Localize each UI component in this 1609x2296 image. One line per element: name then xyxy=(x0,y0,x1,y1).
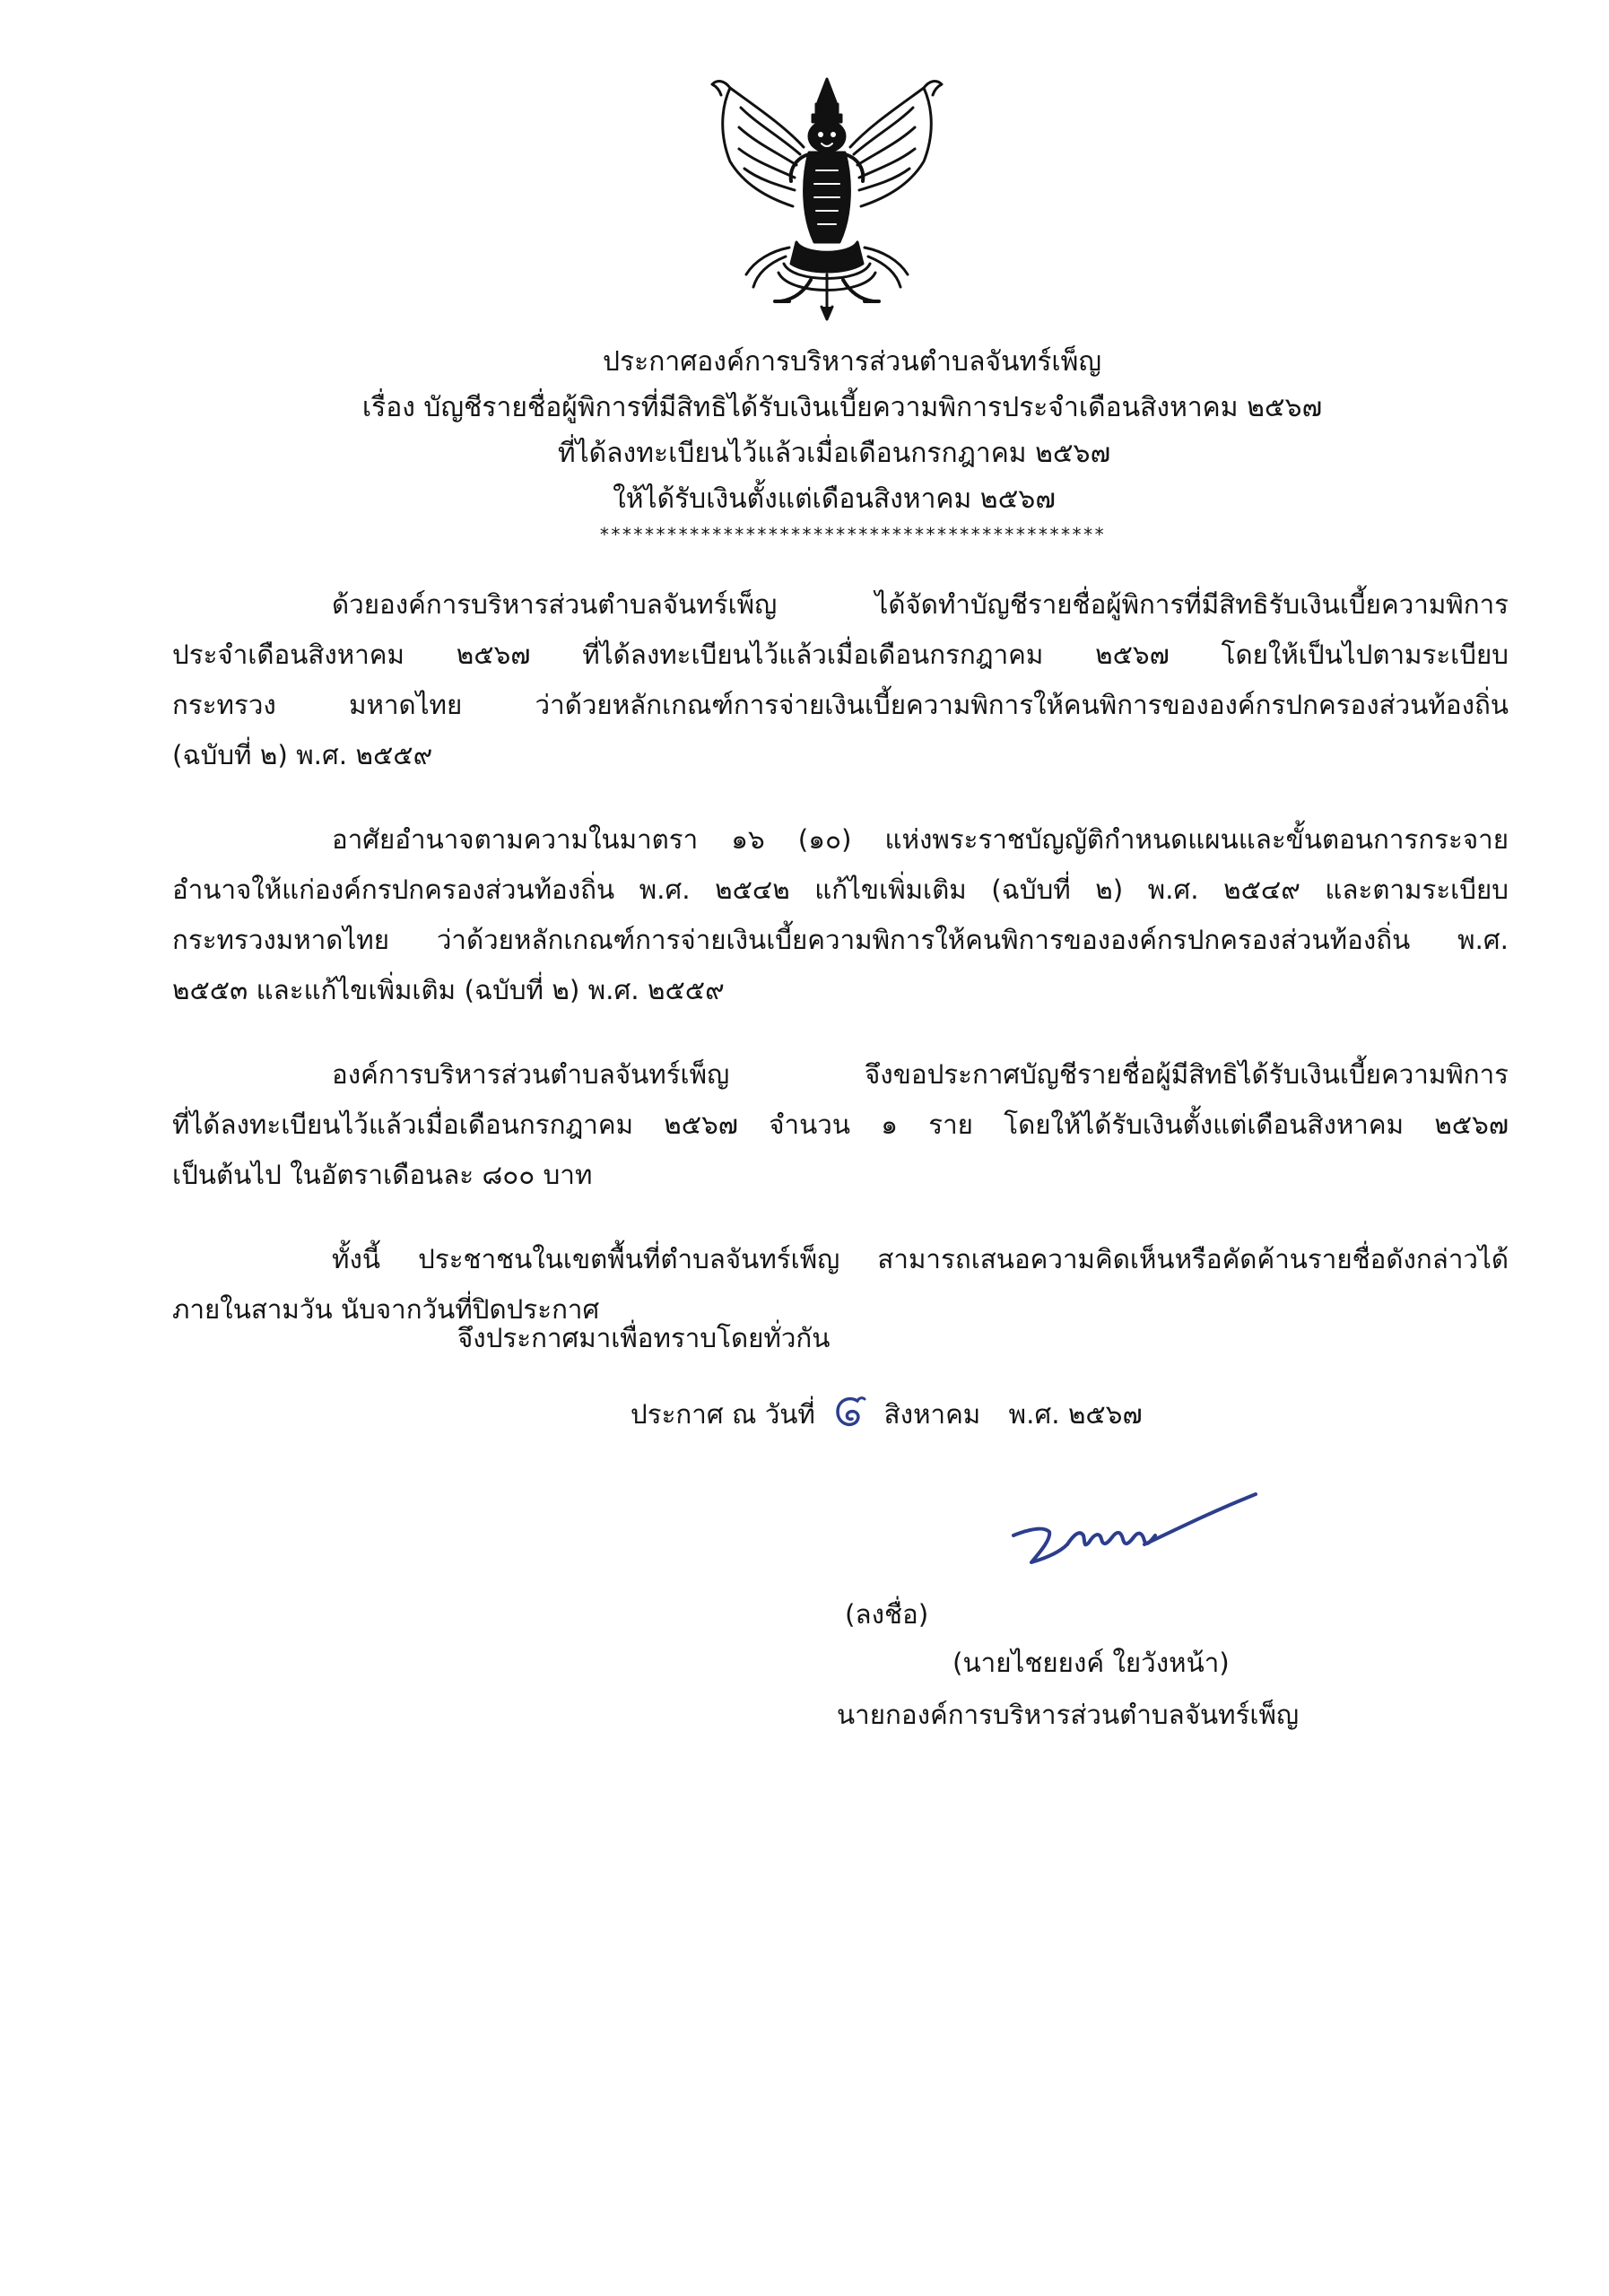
signature-label: (ลงชื่อ) xyxy=(845,1599,929,1630)
paragraph-4 xyxy=(172,1234,1509,1335)
header-separator: ********************************************* xyxy=(598,524,1106,545)
paragraph-line: ประจำเดือนสิงหาคม ๒๕๖๗ ที่ได้ลงทะเบียนไว้แล้วเมื่อเดือนกรกฎาคม ๒๕๖๗ โดยให้เป็นไปตามระเบียบ xyxy=(172,639,1509,670)
paragraph-line: ที่ได้ลงทะเบียนไว้แล้วเมื่อเดือนกรกฎาคม ๒๕๖๗ จำนวน ๑ ราย โดยให้ได้รับเงินตั้งแต่เดือนสิงหาคม ๒๕๖๗ xyxy=(172,1109,1509,1140)
closing-statement: จึงประกาศมาเพื่อทราบโดยทั่วกัน xyxy=(457,1323,831,1353)
paragraph-line: เป็นต้นไป ในอัตราเดือนละ ๘๐๐ บาท xyxy=(172,1160,593,1190)
handwritten-signature-icon xyxy=(1005,1489,1274,1596)
garuda-emblem-icon xyxy=(703,72,951,323)
signer-name: (นายไชยยงค์ ใยวังหน้า) xyxy=(952,1648,1230,1678)
paragraph-line: ๒๕๕๓ และแก้ไขเพิ่มเติม (ฉบับที่ ๒) พ.ศ. ๒๕๕๙ xyxy=(172,975,725,1005)
paragraph-line: อาศัยอำนาจตามความในมาตรา ๑๖ (๑๐) แห่งพระราชบัญญัติกำหนดแผนและขั้นตอนการกระจาย xyxy=(332,824,1509,855)
date-day-handwritten xyxy=(823,1403,875,1430)
signer-position: นายกองค์การบริหารส่วนตำบลจันทร์เพ็ญ xyxy=(837,1700,1300,1730)
date-year: พ.ศ. ๒๕๖๗ xyxy=(1008,1399,1143,1430)
paragraph-2 xyxy=(172,814,1509,1015)
paragraph-line: องค์การบริหารส่วนตำบลจันทร์เพ็ญ จึงขอประกาศบัญชีรายชื่อผู้มีสิทธิได้รับเงินเบี้ยความพิการ xyxy=(332,1059,1509,1090)
announcement-title: ประกาศองค์การบริหารส่วนตำบลจันทร์เพ็ญ xyxy=(602,346,1102,378)
announcement-subject-line3: ให้ได้รับเงินตั้งแต่เดือนสิงหาคม ๒๕๖๗ xyxy=(613,483,1056,515)
date-month: สิงหาคม xyxy=(883,1399,981,1430)
date-prefix: ประกาศ ณ วันที่ xyxy=(631,1399,815,1430)
announcement-subject-line2: ที่ได้ลงทะเบียนไว้แล้วเมื่อเดือนกรกฎาคม ๒๕๖๗ xyxy=(557,438,1111,469)
announcement-body xyxy=(172,579,1509,1369)
paragraph-line: กระทรวง มหาดไทย ว่าด้วยหลักเกณฑ์การจ่ายเงินเบี้ยความพิการให้คนพิการขององค์กรปกครองส่วนท้องถิ่น xyxy=(172,690,1509,720)
announcement-subject: เรื่อง บัญชีรายชื่อผู้พิการที่มีสิทธิได้รับเงินเบี้ยความพิการประจำเดือนสิงหาคม ๒๕๖๗ xyxy=(361,392,1323,423)
paragraph-3 xyxy=(172,1049,1509,1200)
paragraph-line: กระทรวงมหาดไทย ว่าด้วยหลักเกณฑ์การจ่ายเงินเบี้ยความพิการให้คนพิการขององค์กรปกครองส่วนท้องถิ่น พ.ศ. xyxy=(172,925,1509,955)
paragraph-line: ด้วยองค์การบริหารส่วนตำบลจันทร์เพ็ญ ได้จัดทำบัญชีรายชื่อผู้พิการที่มีสิทธิรับเงินเบี้ยความพิการ xyxy=(332,589,1509,620)
announcement-date xyxy=(631,1393,1143,1435)
paragraph-line: ทั้งนี้ ประชาชนในเขตพื้นที่ตำบลจันทร์เพ็ญ สามารถเสนอความคิดเห็นหรือคัดค้านรายชื่อดังกล่าวได้ xyxy=(332,1244,1509,1274)
paragraph-line: (ฉบับที่ ๒) พ.ศ. ๒๕๕๙ xyxy=(172,740,433,770)
handwritten-day-icon xyxy=(831,1394,870,1435)
paragraph-line: ภายในสามวัน นับจากวันที่ปิดประกาศ xyxy=(172,1294,600,1325)
announcement-header xyxy=(170,339,1498,545)
paragraph-1 xyxy=(172,579,1509,780)
paragraph-line: อำนาจให้แก่องค์กรปกครองส่วนท้องถิ่น พ.ศ. ๒๕๔๒ แก้ไขเพิ่มเติม (ฉบับที่ ๒) พ.ศ. ๒๕๔๙ และตามระเบียบ xyxy=(172,874,1509,905)
